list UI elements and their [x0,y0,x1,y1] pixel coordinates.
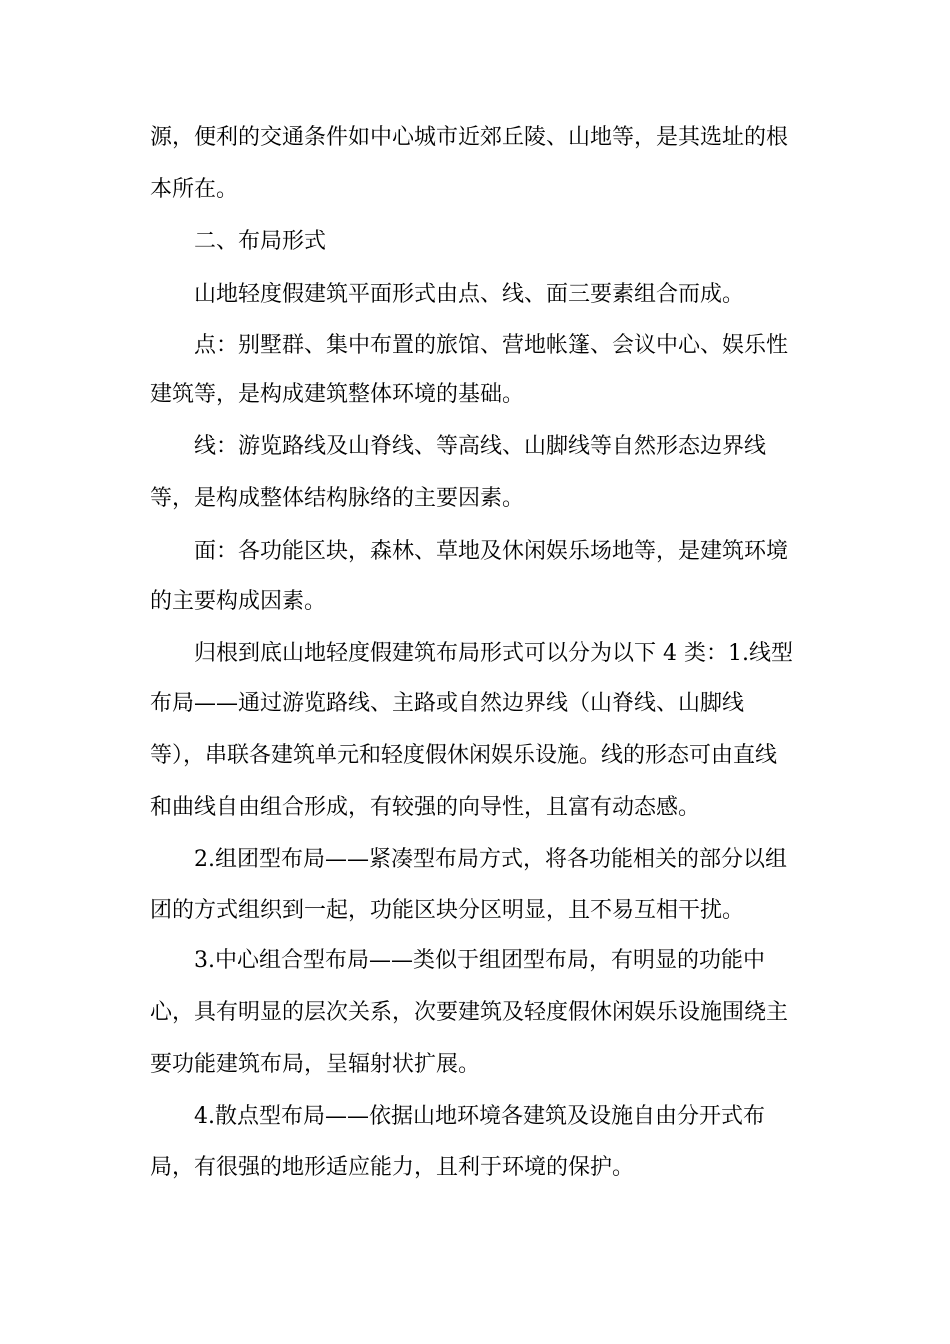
text-line: 点：别墅群、集中布置的旅馆、营地帐篷、会议中心、娱乐性 [194,333,789,358]
text-line: 和曲线自由组合形成，有较强的向导性，且富有动态感。 [150,795,701,820]
text-line: 4.散点型布局——依据山地环境各建筑及设施自由分开式布 [194,1104,765,1129]
text-line: 的主要构成因素。 [150,589,327,614]
text-line: 团的方式组织到一起，功能区块分区明显，且不易互相干扰。 [150,898,745,923]
section-heading: 二、布局形式 [194,229,327,254]
text-line: 局，有很强的地形适应能力，且利于环境的保护。 [150,1155,635,1180]
text-line: 等，是构成整体结构脉络的主要因素。 [150,486,525,511]
text-line: 本所在。 [150,177,239,202]
text-line: 3.中心组合型布局——类似于组团型布局，有明显的功能中 [194,948,765,973]
text-line: 等），串联各建筑单元和轻度假休闲娱乐设施。线的形态可由直线 [150,743,778,768]
text-line: 归根到底山地轻度假建筑布局形式可以分为以下 4 类：1.线型 [194,641,793,666]
text-line: 山地轻度假建筑平面形式由点、线、面三要素组合而成。 [194,282,745,307]
text-line: 源，便利的交通条件如中心城市近郊丘陵、山地等，是其选址的根 [150,125,789,150]
text-line: 线：游览路线及山脊线、等高线、山脚线等自然形态边界线 [194,434,767,459]
text-line: 建筑等，是构成建筑整体环境的基础。 [150,382,525,407]
text-line: 2.组团型布局——紧凑型布局方式，将各功能相关的部分以组 [194,847,787,872]
text-line: 要功能建筑布局，呈辐射状扩展。 [150,1052,481,1077]
text-line: 心，具有明显的层次关系，次要建筑及轻度假休闲娱乐设施围绕主 [150,1000,789,1025]
text-line: 面：各功能区块，森林、草地及休闲娱乐场地等，是建筑环境 [194,539,789,564]
text-line: 布局——通过游览路线、主路或自然边界线（山脊线、山脚线 [150,691,745,716]
